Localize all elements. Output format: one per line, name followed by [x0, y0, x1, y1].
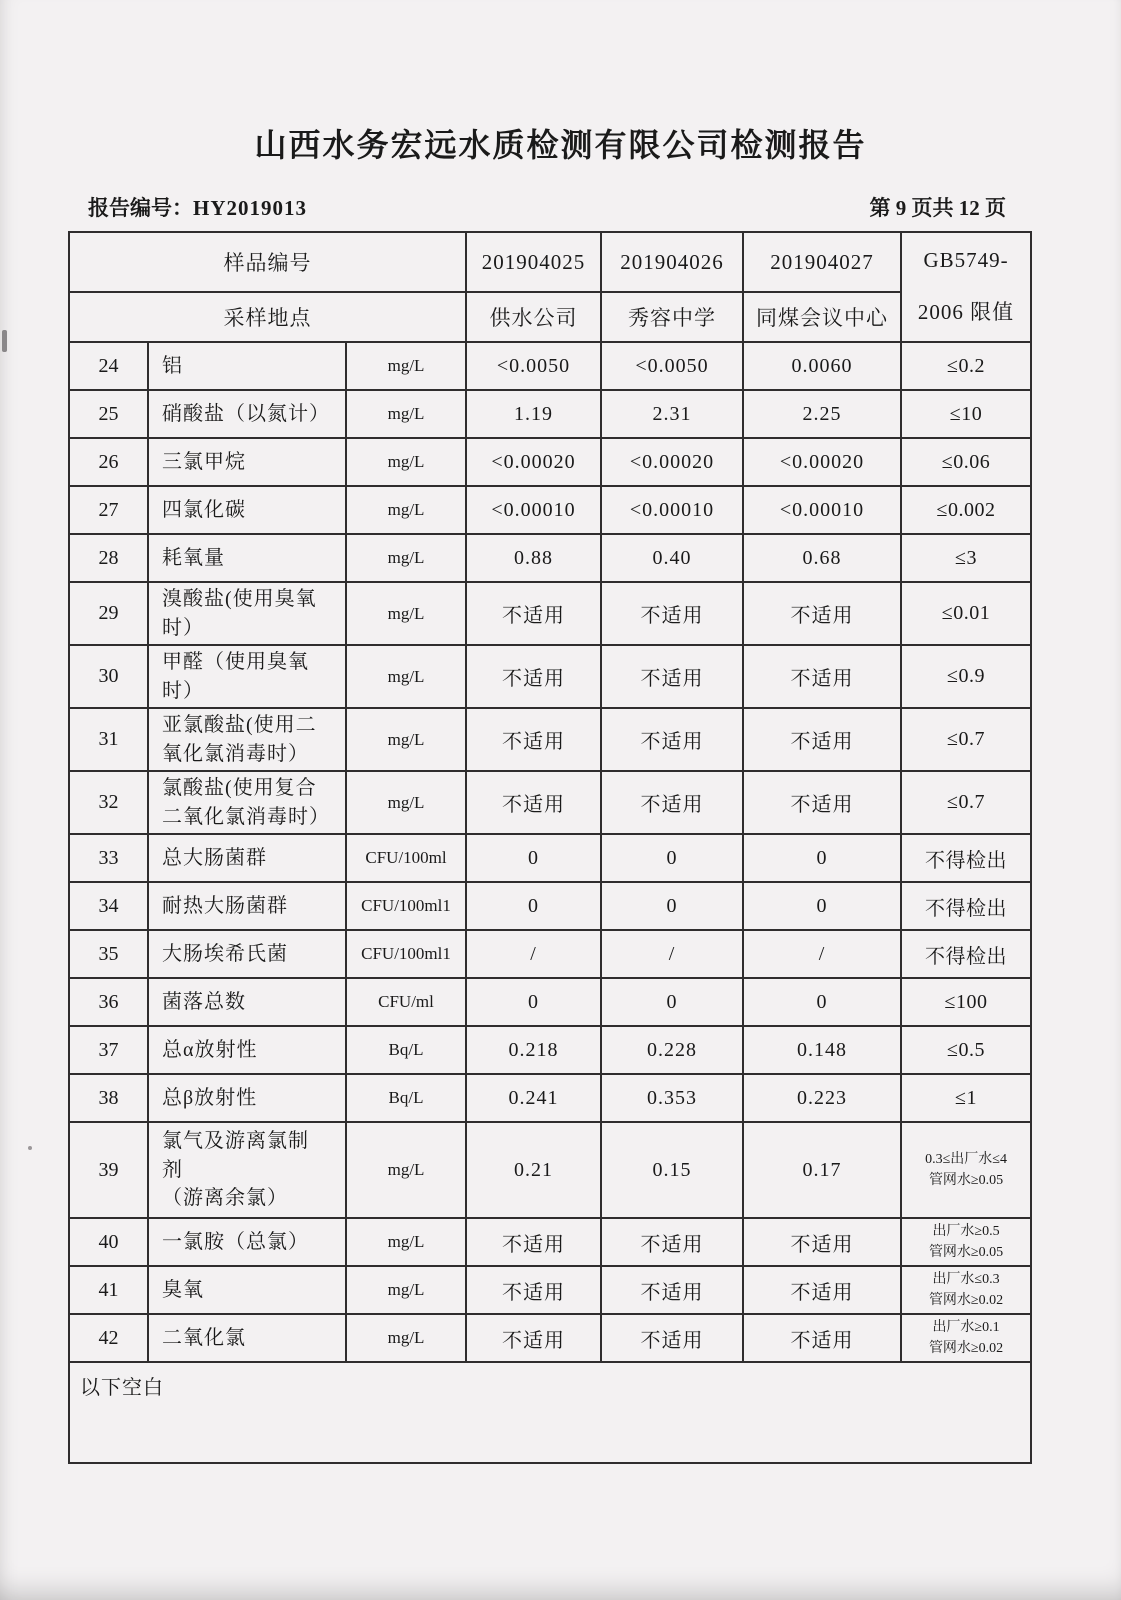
value-cell: 0.68 [743, 534, 901, 582]
parameter-name-cell: 一氯胺（总氯） [148, 1218, 346, 1266]
limit-cell: 出厂水≥0.1 管网水≥0.02 [901, 1314, 1031, 1362]
row-number-cell: 41 [69, 1266, 148, 1314]
value-cell: 0.223 [743, 1074, 901, 1122]
row-number-cell: 37 [69, 1026, 148, 1074]
row-number-cell: 24 [69, 342, 148, 390]
parameter-name-cell: 硝酸盐（以氮计） [148, 390, 346, 438]
limit-cell: ≤100 [901, 978, 1031, 1026]
value-cell: 0.15 [601, 1122, 743, 1218]
unit-cell: mg/L [346, 1266, 466, 1314]
results-table [68, 231, 1032, 1464]
value-cell: 0.241 [466, 1074, 601, 1122]
row-number-cell: 38 [69, 1074, 148, 1122]
sampling-location: 同煤会议中心 [743, 292, 901, 342]
limit-cell: ≤0.01 [901, 582, 1031, 645]
row-number-cell: 29 [69, 582, 148, 645]
value-cell: 0 [743, 978, 901, 1026]
blank-footer-note: 以下空白 [69, 1362, 1031, 1463]
value-cell: 不适用 [466, 1218, 601, 1266]
value-cell: 0.218 [466, 1026, 601, 1074]
limit-cell: 出厂水≥0.5 管网水≥0.05 [901, 1218, 1031, 1266]
sampling-location: 秀容中学 [601, 292, 743, 342]
parameter-name-cell: 氯气及游离氯制 剂 （游离余氯） [148, 1122, 346, 1218]
parameter-name-cell: 总β放射性 [148, 1074, 346, 1122]
parameter-name-cell: 亚氯酸盐(使用二 氧化氯消毒时） [148, 708, 346, 771]
parameter-name-cell: 耐热大肠菌群 [148, 882, 346, 930]
value-cell: 不适用 [601, 1266, 743, 1314]
table-row [69, 1314, 1031, 1362]
value-cell: 2.25 [743, 390, 901, 438]
row-number-cell: 30 [69, 645, 148, 708]
sample-id-header-label: 样品编号 [69, 232, 466, 292]
value-cell: 0 [601, 834, 743, 882]
unit-cell: CFU/100ml1 [346, 930, 466, 978]
value-cell: / [601, 930, 743, 978]
row-number-cell: 40 [69, 1218, 148, 1266]
unit-cell: CFU/100ml [346, 834, 466, 882]
limit-cell: ≤0.7 [901, 771, 1031, 834]
results-table-head [69, 232, 1031, 342]
value-cell: / [743, 930, 901, 978]
unit-cell: mg/L [346, 534, 466, 582]
value-cell: <0.00020 [466, 438, 601, 486]
table-row [69, 390, 1031, 438]
parameter-name-cell: 三氯甲烷 [148, 438, 346, 486]
parameter-name-cell: 耗氧量 [148, 534, 346, 582]
table-row [69, 438, 1031, 486]
table-row [69, 1026, 1031, 1074]
value-cell: 0.0060 [743, 342, 901, 390]
value-cell: 0 [743, 834, 901, 882]
parameter-name-cell: 二氧化氯 [148, 1314, 346, 1362]
sample-id: 201904025 [466, 232, 601, 292]
value-cell: <0.00010 [743, 486, 901, 534]
value-cell: 0 [601, 882, 743, 930]
value-cell: 不适用 [601, 645, 743, 708]
table-row [69, 486, 1031, 534]
value-cell: 0.40 [601, 534, 743, 582]
limit-standard-line1: GB5749- [923, 247, 1009, 272]
unit-cell: mg/L [346, 486, 466, 534]
table-row [69, 645, 1031, 708]
table-row [69, 582, 1031, 645]
limit-standard-line2: 2006 限值 [917, 300, 1015, 325]
row-number-cell: 33 [69, 834, 148, 882]
limit-cell: ≤0.5 [901, 1026, 1031, 1074]
value-cell: <0.00020 [743, 438, 901, 486]
unit-cell: Bq/L [346, 1026, 466, 1074]
value-cell: 0.353 [601, 1074, 743, 1122]
header-row-sample-ids [69, 232, 1031, 292]
parameter-name-cell: 总大肠菌群 [148, 834, 346, 882]
value-cell: 不适用 [466, 645, 601, 708]
unit-cell: mg/L [346, 438, 466, 486]
limit-cell: ≤3 [901, 534, 1031, 582]
value-cell: 不适用 [601, 582, 743, 645]
unit-cell: Bq/L [346, 1074, 466, 1122]
row-number-cell: 34 [69, 882, 148, 930]
parameter-name-cell: 氯酸盐(使用复合 二氧化氯消毒时） [148, 771, 346, 834]
row-number-cell: 27 [69, 486, 148, 534]
value-cell: 0.148 [743, 1026, 901, 1074]
unit-cell: mg/L [346, 645, 466, 708]
value-cell: 0.17 [743, 1122, 901, 1218]
unit-cell: mg/L [346, 1122, 466, 1218]
value-cell: 0.88 [466, 534, 601, 582]
row-number-cell: 39 [69, 1122, 148, 1218]
value-cell: 不适用 [466, 1266, 601, 1314]
table-row [69, 342, 1031, 390]
report-meta-row [68, 192, 1030, 222]
unit-cell: mg/L [346, 342, 466, 390]
value-cell: 2.31 [601, 390, 743, 438]
value-cell: 不适用 [466, 582, 601, 645]
unit-cell: mg/L [346, 582, 466, 645]
value-cell: <0.00010 [601, 486, 743, 534]
value-cell: 不适用 [743, 1218, 901, 1266]
value-cell: 不适用 [743, 1266, 901, 1314]
limit-cell: 不得检出 [901, 930, 1031, 978]
parameter-name-cell: 溴酸盐(使用臭氧 时） [148, 582, 346, 645]
limit-cell: 不得检出 [901, 834, 1031, 882]
parameter-name-cell: 菌落总数 [148, 978, 346, 1026]
table-row [69, 1218, 1031, 1266]
value-cell: 不适用 [466, 1314, 601, 1362]
value-cell: 不适用 [743, 645, 901, 708]
value-cell: 不适用 [743, 1314, 901, 1362]
results-table-body [69, 342, 1031, 1362]
row-number-cell: 25 [69, 390, 148, 438]
unit-cell: mg/L [346, 708, 466, 771]
value-cell: 0 [466, 882, 601, 930]
unit-cell: mg/L [346, 1314, 466, 1362]
value-cell: 1.19 [466, 390, 601, 438]
report-number-label: 报告编号： [88, 196, 193, 220]
parameter-name-cell: 总α放射性 [148, 1026, 346, 1074]
value-cell: 不适用 [743, 708, 901, 771]
value-cell: 不适用 [601, 1218, 743, 1266]
value-cell: 0.21 [466, 1122, 601, 1218]
value-cell: 0 [601, 978, 743, 1026]
table-row [69, 1266, 1031, 1314]
row-number-cell: 28 [69, 534, 148, 582]
limit-cell: 不得检出 [901, 882, 1031, 930]
unit-cell: CFU/100ml1 [346, 882, 466, 930]
sampling-location-header-label: 采样地点 [69, 292, 466, 342]
value-cell: 0 [466, 834, 601, 882]
value-cell: 不适用 [601, 708, 743, 771]
table-row [69, 534, 1031, 582]
value-cell: <0.0050 [601, 342, 743, 390]
sample-id: 201904026 [601, 232, 743, 292]
value-cell: <0.0050 [466, 342, 601, 390]
row-number-cell: 42 [69, 1314, 148, 1362]
table-row [69, 978, 1031, 1026]
unit-cell: mg/L [346, 1218, 466, 1266]
value-cell: 不适用 [601, 1314, 743, 1362]
table-row [69, 1122, 1031, 1218]
sampling-location: 供水公司 [466, 292, 601, 342]
limit-standard-header [901, 232, 1031, 342]
report-number-value: HY2019013 [193, 196, 307, 220]
limit-cell: ≤0.2 [901, 342, 1031, 390]
limit-cell: ≤0.06 [901, 438, 1031, 486]
value-cell: 不适用 [466, 708, 601, 771]
value-cell: 0 [743, 882, 901, 930]
limit-cell: ≤0.002 [901, 486, 1031, 534]
table-row [69, 930, 1031, 978]
value-cell: 0.228 [601, 1026, 743, 1074]
value-cell: 不适用 [743, 582, 901, 645]
parameter-name-cell: 臭氧 [148, 1266, 346, 1314]
row-number-cell: 26 [69, 438, 148, 486]
parameter-name-cell: 大肠埃希氏菌 [148, 930, 346, 978]
scan-artifact [28, 1146, 32, 1150]
header-row-locations [69, 292, 1031, 342]
limit-cell: ≤0.7 [901, 708, 1031, 771]
limit-cell: ≤10 [901, 390, 1031, 438]
page-indicator: 第 9 页共 12 页 [869, 196, 1006, 220]
scan-artifact [2, 330, 7, 352]
unit-cell: mg/L [346, 771, 466, 834]
report-title: 山西水务宏远水质检测有限公司检测报告 [254, 127, 867, 163]
value-cell: 不适用 [601, 771, 743, 834]
limit-cell: 出厂水≤0.3 管网水≥0.02 [901, 1266, 1031, 1314]
parameter-name-cell: 甲醛（使用臭氧 时） [148, 645, 346, 708]
value-cell: <0.00010 [466, 486, 601, 534]
table-row [69, 834, 1031, 882]
row-number-cell: 32 [69, 771, 148, 834]
parameter-name-cell: 四氯化碳 [148, 486, 346, 534]
limit-cell: ≤0.9 [901, 645, 1031, 708]
sample-id: 201904027 [743, 232, 901, 292]
value-cell: <0.00020 [601, 438, 743, 486]
table-row [69, 771, 1031, 834]
unit-cell: CFU/ml [346, 978, 466, 1026]
limit-cell: ≤1 [901, 1074, 1031, 1122]
row-number-cell: 35 [69, 930, 148, 978]
blank-footer-row [69, 1362, 1031, 1463]
value-cell: / [466, 930, 601, 978]
report-number [88, 192, 307, 222]
value-cell: 不适用 [466, 771, 601, 834]
table-row [69, 708, 1031, 771]
value-cell: 0 [466, 978, 601, 1026]
parameter-name-cell: 铝 [148, 342, 346, 390]
value-cell: 不适用 [743, 771, 901, 834]
row-number-cell: 36 [69, 978, 148, 1026]
table-row [69, 882, 1031, 930]
limit-cell: 0.3≤出厂水≤4 管网水≥0.05 [901, 1122, 1031, 1218]
row-number-cell: 31 [69, 708, 148, 771]
unit-cell: mg/L [346, 390, 466, 438]
table-row [69, 1074, 1031, 1122]
